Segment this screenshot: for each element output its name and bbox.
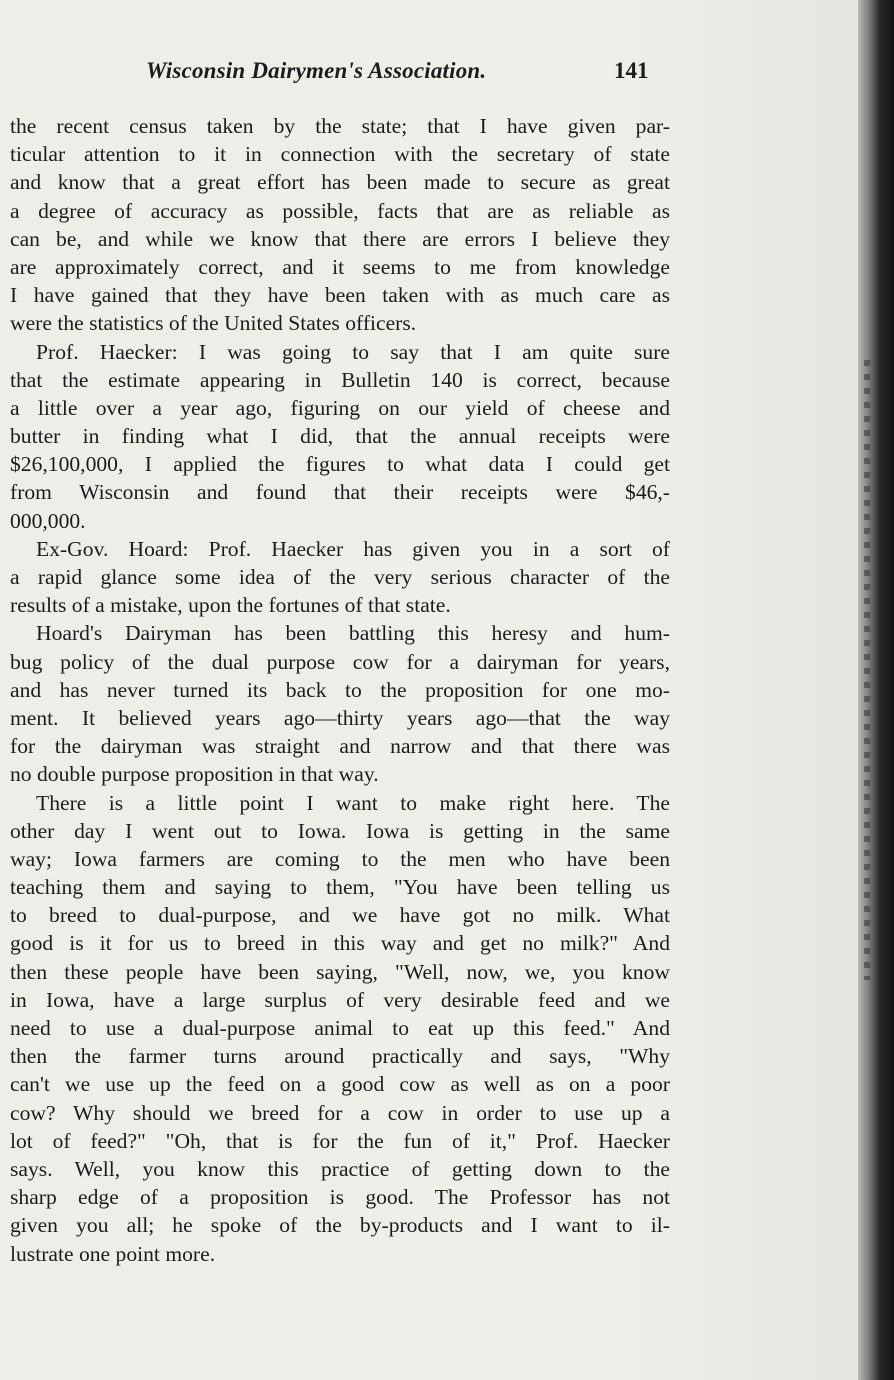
text-line: ticular attention to it in connection with the secretary of state — [10, 142, 670, 167]
book-binding-edge — [858, 0, 894, 1380]
text-line: $26,100,000, I applied the figures to what data I could get — [10, 452, 670, 477]
text-line: cow? Why should we breed for a cow in order to use up a — [10, 1100, 670, 1125]
text-line: 000,000. — [10, 508, 86, 533]
text-line: a rapid glance some idea of the very serious character of the — [10, 565, 670, 589]
text-line: butter in finding what I did, that the annual receipts were — [10, 424, 670, 449]
text-line: way; Iowa farmers are coming to the men who have been — [10, 846, 670, 871]
text-line: other day I went out to Iowa. Iowa is getting in the same — [10, 818, 670, 843]
running-head: Wisconsin Dairymen's Association. — [146, 58, 487, 83]
text-line: then the farmer turns around practically and says, "Why — [10, 1044, 670, 1069]
text-line: the recent census taken by the state; that I have given par- — [10, 114, 670, 138]
text-line: are approximately correct, and it seems to me from knowledge — [10, 254, 670, 279]
text-line: can be, and while we know that there are errors I believe they — [10, 226, 670, 251]
text-line: results of a mistake, upon the fortunes of that state. — [10, 593, 451, 618]
text-line: and has never turned its back to the proposition for one mo- — [10, 677, 670, 702]
text-line: lot of feed?" "Oh, that is for the fun of it," Prof. Haecker — [10, 1128, 670, 1153]
text-line: then these people have been saying, "Well, now, we, you know — [10, 959, 670, 984]
text-line: a little over a year ago, figuring on our yield of cheese and — [10, 395, 670, 420]
text-line: good is it for us to breed in this way and get no milk?" And — [10, 931, 670, 956]
text-line: a degree of accuracy as possible, facts that are as reliable as — [10, 198, 670, 223]
text-line: no double purpose proposition in that way. — [10, 762, 379, 787]
text-line: bug policy of the dual purpose cow for a dairyman for years, — [10, 649, 670, 674]
text-line: were the statistics of the United States officers. — [10, 311, 417, 336]
text-line: in Iowa, have a large surplus of very desirable feed and we — [10, 987, 670, 1012]
text-line: Ex-Gov. Hoard: Prof. Haecker has given you in a sort of — [36, 536, 670, 561]
text-line: says. Well, you know this practice of getting down to the — [10, 1156, 670, 1181]
text-line: teaching them and saying to them, "You have been telling us — [10, 875, 670, 900]
text-line: for the dairyman was straight and narrow and that there was — [10, 734, 670, 759]
text-line: Prof. Haecker: I was going to say that I am quite sure — [36, 339, 670, 364]
text-line: that the estimate appearing in Bulletin 140 is correct, because — [10, 367, 670, 392]
page-number: 141 — [614, 58, 649, 83]
text-line: need to use a dual-purpose animal to eat up this feed." And — [10, 1016, 670, 1040]
text-line: can't we use up the feed on a good cow as well as on a poor — [10, 1072, 670, 1097]
text-line: There is a little point I want to make right here. The — [36, 790, 670, 815]
text-line: Hoard's Dairyman has been battling this heresy and hum- — [36, 621, 670, 646]
text-line: given you all; he spoke of the by-products and I want to il- — [10, 1213, 670, 1238]
text-line: from Wisconsin and found that their receipts were $46,- — [10, 480, 670, 505]
text-line: to breed to dual-purpose, and we have got no milk. What — [10, 903, 670, 928]
text-line: and know that a great effort has been made to secure as great — [10, 170, 670, 195]
text-line: I have gained that they have been taken with as much care as — [10, 283, 670, 308]
body-text — [10, 112, 670, 1268]
text-line: lustrate one point more. — [10, 1241, 216, 1266]
text-line: ment. It believed years ago—thirty years ago—that the way — [10, 705, 670, 730]
text-line: sharp edge of a proposition is good. The Professor has not — [10, 1185, 670, 1210]
page-header — [0, 58, 860, 98]
